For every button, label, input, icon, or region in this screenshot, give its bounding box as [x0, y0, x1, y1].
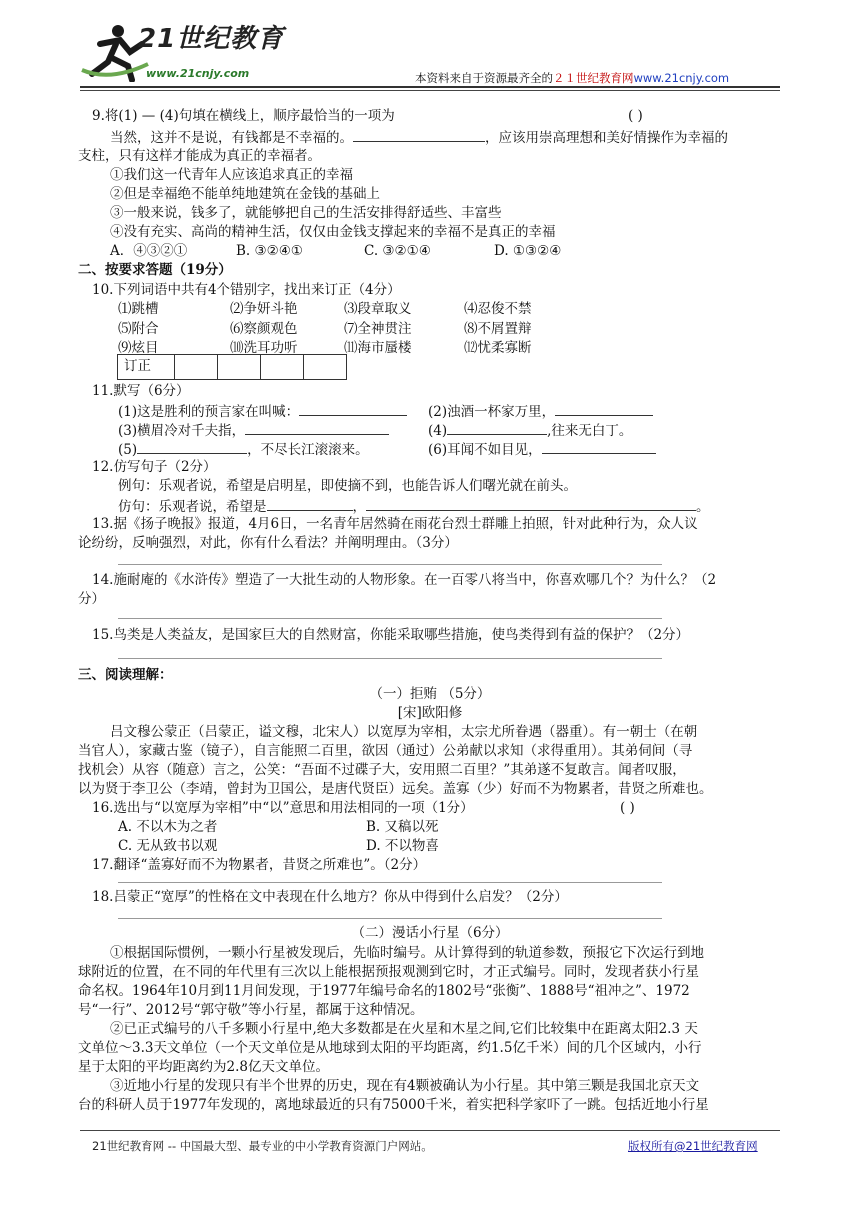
q10-word: ⑼炫目: [118, 340, 159, 356]
passage2-line: 星于太阳的平均距离约为2.8亿天文单位。: [78, 1059, 329, 1075]
q11-line2-a: (3)横眉冷对千夫指，: [118, 420, 389, 442]
q14-stem-line2: 分）: [78, 591, 105, 607]
q12-imitate: 仿句：乐观者说，希望是 ， 。: [118, 496, 710, 518]
q14-stem-line1: 14.施耐庵的《水浒传》塑造了一大批生动的人物形象。在一百零八将当中，你喜欢哪几个？为什么？（2: [92, 572, 717, 588]
q9-sentence-1: ①我们这一代青年人应该追求真正的幸福: [110, 167, 353, 183]
q11-line3-a: (5) ，不尽长江滚滚来。: [118, 439, 369, 461]
passage2-line: ②已正式编号的八千多颗小行星中,绝大多数都是在火星和木星之间,它们比较集中在距离太阳2.3 天: [110, 1021, 698, 1037]
q16-option-c[interactable]: C. 无从致书以观: [118, 838, 218, 854]
q16-option-d[interactable]: D. 不以物喜: [366, 838, 439, 854]
q12-example: 例句：乐观者说，希望是启明星，即使摘不到，也能告诉人们曙光就在前头。: [118, 478, 577, 494]
q10-word: ⑿忧柔寡断: [464, 340, 532, 356]
passage1-line: 当官人），家藏古鉴（镜子），自言能照二百里，欲因（通过）公弟献以求知（求得重用）。其弟伺间（寻: [78, 743, 693, 759]
passage2-line: 台的科研人员于1977年发现的，离地球最近的只有75000千米，着实把科学家吓了一跳。包括近地小行星: [78, 1097, 709, 1113]
header-rule: [80, 86, 780, 88]
q14-answer-line[interactable]: [118, 618, 662, 619]
q10-word: ⑽洗耳功听: [230, 340, 298, 356]
q15-answer-line[interactable]: [118, 658, 662, 659]
q16-stem: 16.选出与“以宽厚为宰相”中“以”意思和用法相同的一项（1分）: [92, 800, 474, 816]
q10-word: ⑵争妍斗艳: [230, 301, 298, 317]
q12-stem: 12.仿写句子（2分）: [92, 459, 217, 475]
passage2-line: 球附近的位置，在不同的年代里有三次以上能根据预报观测到它时，才正式编号。同时，发现者获小行星: [78, 964, 699, 980]
footer-rule: [80, 1130, 780, 1131]
passage1-line: 找机会）从容（随意）言之，公笑：“吾面不过碟子大，安用照二百里？”其弟遂不复敢言。闻者叹服，: [78, 762, 686, 778]
passage2-title: （二）漫话小行星（6分）: [351, 925, 509, 941]
passage2-line: 号“一行”、2012号“郭守敬”等小行星，都属于这种情况。: [78, 1002, 424, 1018]
q11-stem: 11.默写（6分）: [92, 383, 190, 399]
q11-blank-4[interactable]: [447, 420, 547, 435]
passage2-line: ①根据国际惯例，一颗小行星被发现后，先临时编号。从计算得到的轨道参数，预报它下次运行到地: [110, 945, 704, 961]
section-3-title: 三、阅读理解：: [78, 667, 173, 683]
q9-option-b[interactable]: B. ③②④①: [236, 243, 303, 259]
q10-correction-cell[interactable]: [304, 355, 347, 380]
q10-word: ⑹察颜观色: [230, 321, 298, 337]
passage1-title: （一）拒贿 （5分）: [369, 686, 491, 702]
q18-stem: 18.吕蒙正“宽厚”的性格在文中表现在什么地方？你从中得到什么启发？（2分）: [92, 889, 568, 905]
q10-word: ⑾海市蜃楼: [344, 340, 412, 356]
q17-stem: 17.翻译“盖寡好而不为物累者，昔贤之所难也”。（2分）: [92, 857, 427, 873]
passage2-line: 命名权。1964年10月到11月间发现，于1977年编号命名的1802号“张衡”、1888号“祖冲之”、1972: [78, 983, 690, 999]
passage1-author: [宋]欧阳修: [397, 705, 463, 721]
passage2-line: 文单位～3.3天文单位（一个天文单位是从地球到太阳的平均距离，约1.5亿千米）间的几个区域内，小行: [78, 1040, 702, 1056]
q13-stem-line2: 论纷纷，反响强烈，对此，你有什么看法？并阐明理由。（3分）: [78, 535, 458, 551]
q9-option-d[interactable]: D. ①③②④: [494, 243, 562, 259]
header-link[interactable]: www.21cnjy.com: [633, 71, 730, 85]
header-notice: 本资料来自于资源最齐全的２１世纪教育网www.21cnjy.com: [415, 71, 730, 85]
q9-stem: 9.将(1) — (4)句填在横线上，顺序最恰当的一项为: [92, 108, 395, 124]
q13-stem-line1: 13.据《扬子晚报》报道，4月6日，一名青年居然骑在雨花台烈士群雕上拍照，针对此种行为，众人议: [92, 516, 698, 532]
q10-correction-label: 订正: [118, 355, 175, 380]
q15-stem: 15.鸟类是人类益友，是国家巨大的自然财富，你能采取哪些措施，使鸟类得到有益的保护？（2分）: [92, 627, 690, 643]
q11-line1-a: (1)这是胜利的预言家在叫喊：: [118, 401, 407, 423]
q10-word: ⑻不屑置辩: [464, 321, 532, 337]
q10-stem: 10.下列词语中共有4个错别字，找出来订正（4分）: [92, 282, 401, 298]
passage2-line: ③近地小行星的发现只有半个世界的历史，现在有4颗被确认为小行星。其中第三颗是我国北京天文: [110, 1078, 700, 1094]
q9-blank[interactable]: [353, 127, 485, 142]
q16-option-a[interactable]: A. 不以木为之者: [118, 819, 218, 835]
passage1-line: 吕文穆公蒙正（吕蒙正，谥文穆，北宋人）以宽厚为宰相，太宗尤所眷遇（器重）。有一朝士（在朝: [110, 724, 698, 740]
q18-answer-line[interactable]: [118, 918, 662, 919]
q9-text-line2: 支柱，只有这样才能成为真正的幸福者。: [78, 148, 321, 164]
logo-url: www.21cnjy.com: [146, 67, 250, 80]
q11-blank-3[interactable]: [245, 420, 389, 435]
q9-sentence-3: ③一般来说，钱多了，就能够把自己的生活安排得舒适些、丰富些: [110, 205, 502, 221]
passage1-line: 以为贤于李卫公（李靖，曾封为卫国公，是唐代贤臣）远矣。盖寡（少）好而不为物累者，昔贤之所难也。: [78, 781, 713, 797]
q10-correction-cell[interactable]: [218, 355, 261, 380]
q11-blank-1[interactable]: [299, 401, 407, 416]
logo-title: 21世纪教育: [138, 24, 285, 54]
logo[interactable]: [80, 22, 290, 84]
q12-blank-2[interactable]: [366, 496, 696, 511]
q9-answer-bracket[interactable]: ( ): [628, 108, 643, 124]
q11-line3-b: (6)耳闻不如目见，: [428, 439, 656, 461]
q9-text-line1: 当然，这并不是说，有钱都是不幸福的。 ，应该用崇高理想和美好情操作为幸福的: [110, 127, 728, 149]
q9-option-c[interactable]: C. ③②①④: [364, 243, 431, 259]
q10-correction-cell[interactable]: [261, 355, 304, 380]
q10-word: ⑷忍俊不禁: [464, 301, 532, 317]
q12-blank-1[interactable]: [267, 496, 353, 511]
q10-word: ⑴跳槽: [118, 301, 159, 317]
q16-option-b[interactable]: B. 又稿以死: [366, 819, 439, 835]
q10-correction-cell[interactable]: [175, 355, 218, 380]
footer-copyright-link[interactable]: 版权所有@21世纪教育网: [628, 1139, 758, 1153]
section-2-title: 二、按要求答题（19分）: [78, 262, 232, 278]
q11-blank-2[interactable]: [555, 401, 653, 416]
footer-left-text: 21世纪教育网 -- 中国最大型、最专业的中小学教育资源门户网站。: [92, 1139, 433, 1153]
q10-word: ⑺全神贯注: [344, 321, 412, 337]
q11-blank-6[interactable]: [542, 439, 656, 454]
q11-blank-5[interactable]: [137, 439, 247, 454]
q10-word: ⑸附合: [118, 321, 159, 337]
q10-word: ⑶段章取义: [344, 301, 412, 317]
q10-correction-table: [117, 354, 347, 380]
q9-sentence-2: ②但是幸福绝不能单纯地建筑在金钱的基础上: [110, 186, 380, 202]
q17-answer-line[interactable]: [118, 882, 662, 883]
q9-option-a[interactable]: A．④③②①: [110, 243, 188, 259]
q16-answer-bracket[interactable]: ( ): [620, 800, 635, 816]
q13-answer-line[interactable]: [118, 564, 662, 565]
q11-line2-b: (4) ,往来无白丁。: [428, 420, 632, 442]
q9-sentence-4: ④没有充实、高尚的精神生活，仅仅由金钱支撑起来的幸福不是真正的幸福: [110, 224, 556, 240]
q11-line1-b: (2)浊酒一杯家万里，: [428, 401, 653, 423]
